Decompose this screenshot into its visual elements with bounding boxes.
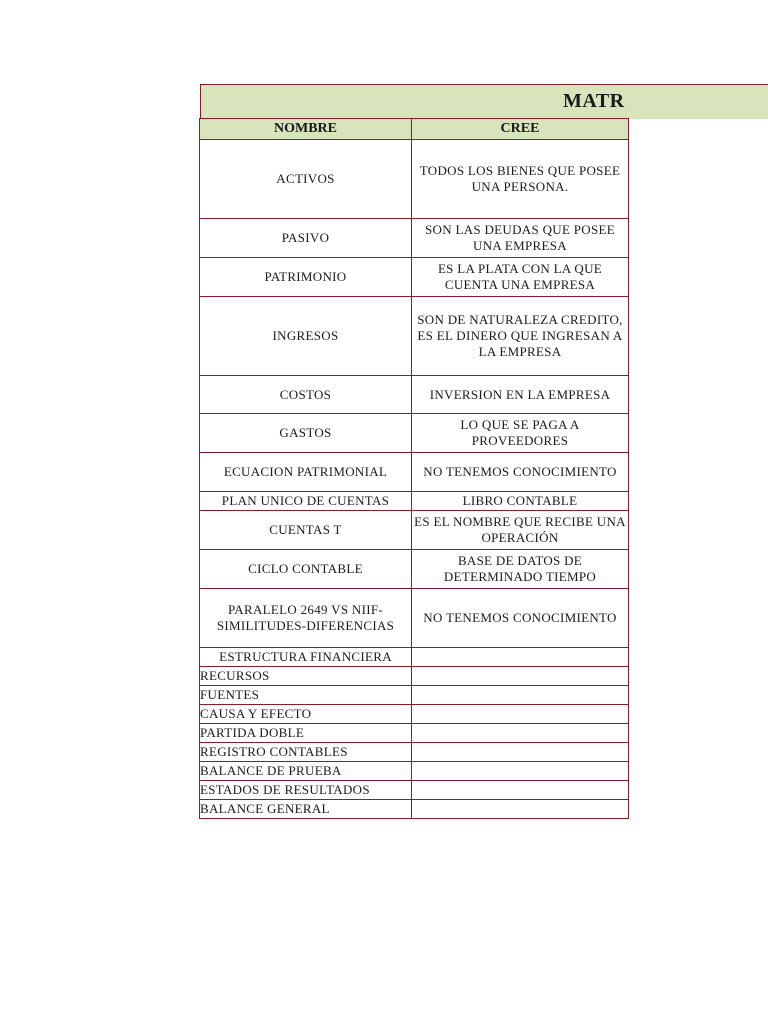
row-name-cell[interactable]: COSTOS bbox=[200, 376, 412, 414]
table-row bbox=[200, 762, 629, 781]
row-definition-cell[interactable]: NO TENEMOS CONOCIMIENTO bbox=[412, 453, 629, 492]
row-definition-cell[interactable]: BASE DE DATOS DE DETERMINADO TIEMPO bbox=[412, 550, 629, 589]
row-name-cell[interactable]: PATRIMONIO bbox=[200, 258, 412, 297]
table-row bbox=[200, 297, 629, 376]
row-definition-cell[interactable] bbox=[412, 781, 629, 800]
table-row bbox=[200, 376, 629, 414]
table-row bbox=[200, 492, 629, 511]
table-body bbox=[200, 140, 629, 819]
row-definition-cell[interactable] bbox=[412, 686, 629, 705]
table-row bbox=[200, 589, 629, 648]
row-definition-cell[interactable] bbox=[412, 762, 629, 781]
row-name-cell[interactable]: ESTRUCTURA FINANCIERA bbox=[200, 648, 412, 667]
row-name-cell[interactable]: BALANCE GENERAL bbox=[200, 800, 412, 819]
table-row bbox=[200, 743, 629, 762]
table-row bbox=[200, 258, 629, 297]
table-row bbox=[200, 550, 629, 589]
table-row bbox=[200, 219, 629, 258]
row-name-cell[interactable]: CICLO CONTABLE bbox=[200, 550, 412, 589]
row-definition-cell[interactable]: INVERSION EN LA EMPRESA bbox=[412, 376, 629, 414]
header-row bbox=[200, 119, 629, 140]
row-definition-cell[interactable]: LO QUE SE PAGA A PROVEEDORES bbox=[412, 414, 629, 453]
row-definition-cell[interactable]: SON LAS DEUDAS QUE POSEE UNA EMPRESA bbox=[412, 219, 629, 258]
row-definition-cell[interactable]: LIBRO CONTABLE bbox=[412, 492, 629, 511]
row-definition-cell[interactable] bbox=[412, 743, 629, 762]
table-row bbox=[200, 667, 629, 686]
table-row bbox=[200, 511, 629, 550]
row-name-cell[interactable]: INGRESOS bbox=[200, 297, 412, 376]
table-row bbox=[200, 140, 629, 219]
matrix-table bbox=[199, 118, 629, 819]
header-definition: CREE bbox=[412, 119, 629, 140]
row-definition-cell[interactable]: SON DE NATURALEZA CREDITO, ES EL DINERO QUE INGRESAN A LA EMPRESA bbox=[412, 297, 629, 376]
row-definition-cell[interactable] bbox=[412, 800, 629, 819]
row-name-cell[interactable]: FUENTES bbox=[200, 686, 412, 705]
row-definition-cell[interactable]: ES EL NOMBRE QUE RECIBE UNA OPERACIÓN bbox=[412, 511, 629, 550]
table-row bbox=[200, 705, 629, 724]
row-name-cell[interactable]: GASTOS bbox=[200, 414, 412, 453]
row-name-cell[interactable]: CAUSA Y EFECTO bbox=[200, 705, 412, 724]
row-name-cell[interactable]: ACTIVOS bbox=[200, 140, 412, 219]
row-name-cell[interactable]: BALANCE DE PRUEBA bbox=[200, 762, 412, 781]
row-name-cell[interactable]: PARALELO 2649 VS NIIF-SIMILITUDES-DIFERENCIAS bbox=[200, 589, 412, 648]
row-definition-cell[interactable]: ES LA PLATA CON LA QUE CUENTA UNA EMPRESA bbox=[412, 258, 629, 297]
row-definition-cell[interactable] bbox=[412, 648, 629, 667]
table-row bbox=[200, 686, 629, 705]
row-name-cell[interactable]: PARTIDA DOBLE bbox=[200, 724, 412, 743]
row-name-cell[interactable]: RECURSOS bbox=[200, 667, 412, 686]
row-definition-cell[interactable] bbox=[412, 705, 629, 724]
table-row bbox=[200, 648, 629, 667]
table-row bbox=[200, 414, 629, 453]
table-row bbox=[200, 800, 629, 819]
row-definition-cell[interactable] bbox=[412, 667, 629, 686]
row-definition-cell[interactable] bbox=[412, 724, 629, 743]
title-banner bbox=[200, 84, 768, 119]
row-name-cell[interactable]: ECUACION PATRIMONIAL bbox=[200, 453, 412, 492]
row-definition-cell[interactable]: TODOS LOS BIENES QUE POSEE UNA PERSONA. bbox=[412, 140, 629, 219]
table-row bbox=[200, 453, 629, 492]
row-name-cell[interactable]: PASIVO bbox=[200, 219, 412, 258]
table-row bbox=[200, 724, 629, 743]
row-name-cell[interactable]: ESTADOS DE RESULTADOS bbox=[200, 781, 412, 800]
header-name: NOMBRE bbox=[200, 119, 412, 140]
table-row bbox=[200, 781, 629, 800]
page-title: MATR bbox=[563, 90, 625, 112]
row-name-cell[interactable]: REGISTRO CONTABLES bbox=[200, 743, 412, 762]
row-definition-cell[interactable]: NO TENEMOS CONOCIMIENTO bbox=[412, 589, 629, 648]
row-name-cell[interactable]: PLAN UNICO DE CUENTAS bbox=[200, 492, 412, 511]
row-name-cell[interactable]: CUENTAS T bbox=[200, 511, 412, 550]
